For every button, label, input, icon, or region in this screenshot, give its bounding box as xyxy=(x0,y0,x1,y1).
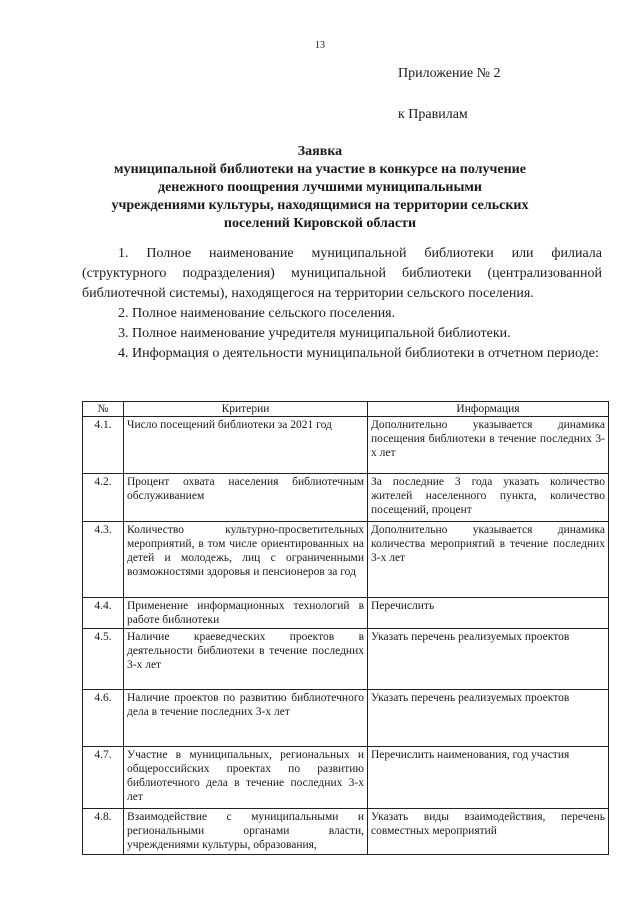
body-text xyxy=(82,244,602,364)
table-row xyxy=(83,598,609,629)
row-information: Перечислить наименования, год участия xyxy=(368,747,609,809)
title-line-1: Заявка xyxy=(297,144,343,159)
paragraph-4: 4. Информация о деятельности муниципальной библиотеки в отчетном периоде: xyxy=(118,346,599,361)
row-number: 4.3. xyxy=(83,522,124,598)
table-row xyxy=(83,417,609,474)
row-criterion: Количество культурно-просветительных мероприятий, в том числе ориентированных на детей и молодежь, лиц с ограниченными возможностями здоровья и пенсионеров за год xyxy=(124,522,368,598)
header-number: № xyxy=(83,402,124,417)
row-number: 4.6. xyxy=(83,690,124,747)
row-criterion: Процент охвата населения библиотечным обслуживанием xyxy=(124,474,368,522)
header-information: Информация xyxy=(368,402,609,417)
title-line-2: муниципальной библиотеки на участие в конкурсе на получение xyxy=(114,162,526,177)
row-information: Указать перечень реализуемых проектов xyxy=(368,690,609,747)
row-criterion: Участие в муниципальных, региональных и общероссийских проектах по развитию библиотечного дела в течение последних 3-х лет xyxy=(124,747,368,809)
row-information: Дополнительно указывается динамика количества мероприятий в течение последних 3-х лет xyxy=(368,522,609,598)
row-number: 4.7. xyxy=(83,747,124,809)
title-line-3: денежного поощрения лучшими муниципальными xyxy=(158,180,482,195)
row-number: 4.4. xyxy=(83,598,124,629)
page-number: 13 xyxy=(315,40,325,51)
row-criterion: Число посещений библиотеки за 2021 год xyxy=(124,417,368,474)
row-number: 4.8. xyxy=(83,809,124,855)
row-criterion: Взаимодействие с муниципальными и региональными органами власти, учреждениями культуры, образования, xyxy=(124,809,368,855)
table-row xyxy=(83,629,609,690)
table-row xyxy=(83,522,609,598)
row-information: Указать перечень реализуемых проектов xyxy=(368,629,609,690)
appendix-label: Приложение № 2 xyxy=(398,66,501,81)
row-information: За последние 3 года указать количество жителей населенного пункта, количество посещений, процент xyxy=(368,474,609,522)
row-criterion: Применение информационных технологий в работе библиотеки xyxy=(124,598,368,629)
title-line-4: учреждениями культуры, находящимися на территории сельских xyxy=(111,198,529,213)
criteria-table xyxy=(82,401,609,855)
table-row xyxy=(83,690,609,747)
row-criterion: Наличие краеведческих проектов в деятельности библиотеки в течение последних 3-х лет xyxy=(124,629,368,690)
row-number: 4.5. xyxy=(83,629,124,690)
row-information: Указать виды взаимодействия, перечень совместных мероприятий xyxy=(368,809,609,855)
header-criteria: Критерии xyxy=(124,402,368,417)
row-number: 4.1. xyxy=(83,417,124,474)
appendix-rules-label: к Правилам xyxy=(398,107,468,122)
row-information: Дополнительно указывается динамика посещения библиотеки в течение последних 3-х лет xyxy=(368,417,609,474)
table-row xyxy=(83,747,609,809)
row-criterion: Наличие проектов по развитию библиотечного дела в течение последних 3-х лет xyxy=(124,690,368,747)
table-row xyxy=(83,474,609,522)
table-row xyxy=(83,809,609,855)
paragraph-2: 2. Полное наименование сельского поселения. xyxy=(118,306,396,321)
title-line-5: поселений Кировской области xyxy=(223,216,417,231)
row-information: Перечислить xyxy=(368,598,609,629)
row-number: 4.2. xyxy=(83,474,124,522)
table-header-row xyxy=(83,402,609,417)
paragraph-3: 3. Полное наименование учредителя муниципальной библиотеки. xyxy=(118,326,511,341)
document-title xyxy=(90,143,550,233)
paragraph-1: 1. Полное наименование муниципальной библиотеки или филиала (структурного подразделения) муниципальной библиотеки (централизованной библиотечной системы), находящегося на территории сельского поселения. xyxy=(82,246,602,301)
